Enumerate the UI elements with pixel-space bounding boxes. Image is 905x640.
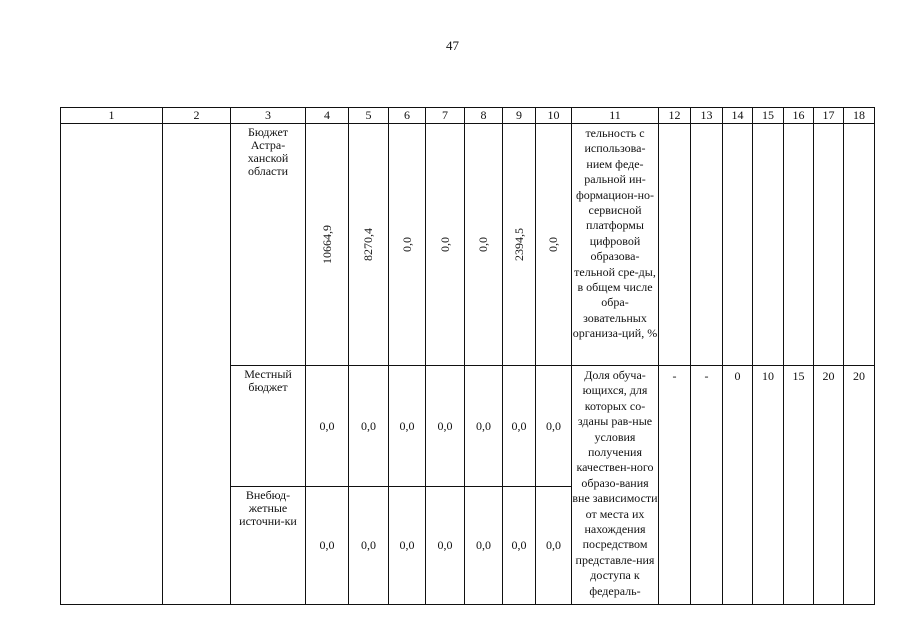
amount-value: 0,0 (426, 366, 465, 487)
indicator-value: 20 (844, 366, 875, 605)
table-cell (691, 124, 723, 366)
funding-source: Внебюд-жетные источни-ки (231, 487, 306, 605)
amount-value: 0,0 (536, 366, 572, 487)
amount-value: 0,0 (476, 237, 490, 252)
column-header: 1 (61, 108, 163, 124)
amount-value: 2394,5 (512, 228, 526, 261)
amount-value: 0,0 (399, 237, 414, 252)
indicator-description: тельность с использова-нием феде-ральной ин-формацион-но-сервисной платформы цифровой образова-тельной сре-ды, в общем числе обра-зовательных организа-ций, % (572, 124, 659, 366)
indicator-value: - (691, 366, 723, 605)
column-header: 8 (465, 108, 503, 124)
column-header: 7 (426, 108, 465, 124)
page-number: 47 (446, 38, 459, 53)
column-header: 4 (306, 108, 349, 124)
funding-source: Бюджет Астра-ханской области (231, 124, 306, 366)
column-header: 14 (723, 108, 753, 124)
amount-value: 0,0 (349, 487, 389, 605)
column-header: 18 (844, 108, 875, 124)
column-header: 2 (163, 108, 231, 124)
amount-value: 0,0 (503, 487, 536, 605)
header-row (61, 108, 875, 124)
amount-value: 0,0 (306, 366, 349, 487)
column-header: 5 (349, 108, 389, 124)
amount-value: 0,0 (536, 487, 572, 605)
table-row (61, 124, 875, 366)
table-cell (306, 124, 349, 366)
table-cell (784, 124, 814, 366)
column-header: 12 (659, 108, 691, 124)
indicator-value: - (659, 366, 691, 605)
column-header: 3 (231, 108, 306, 124)
table-cell (844, 124, 875, 366)
table-cell (814, 124, 844, 366)
amount-value: 0,0 (349, 366, 389, 487)
column-header: 9 (503, 108, 536, 124)
amount-value: 0,0 (306, 487, 349, 605)
indicator-value: 0 (723, 366, 753, 605)
table-cell (753, 124, 784, 366)
indicator-value: 10 (753, 366, 784, 605)
column-header: 15 (753, 108, 784, 124)
column-header: 13 (691, 108, 723, 124)
budget-table (60, 107, 875, 605)
column-header: 11 (572, 108, 659, 124)
amount-value: 0,0 (389, 366, 426, 487)
amount-value: 10664,9 (319, 225, 334, 264)
indicator-value: 15 (784, 366, 814, 605)
indicator-description: Доля обуча-ющихся, для которых со-зданы рав-ные условия получения качествен-ного образо-вания вне зависимости от места их нахождения посредством представле-ния доступа к федераль- (572, 366, 659, 605)
funding-source: Местный бюджет (231, 366, 306, 487)
table-cell (659, 124, 691, 366)
column-header: 6 (389, 108, 426, 124)
amount-value: 0,0 (389, 487, 426, 605)
indicator-value: 20 (814, 366, 844, 605)
amount-value: 0,0 (465, 487, 503, 605)
column-header: 17 (814, 108, 844, 124)
amount-value: 0,0 (546, 237, 560, 252)
table-cell (426, 124, 465, 366)
table-cell (723, 124, 753, 366)
table-cell (503, 124, 536, 366)
amount-value: 0,0 (426, 487, 465, 605)
amount-value: 8270,4 (361, 228, 375, 261)
table-cell (389, 124, 426, 366)
table-cell (163, 124, 231, 605)
table-cell (465, 124, 503, 366)
table-cell (536, 124, 572, 366)
column-header: 10 (536, 108, 572, 124)
table-cell (61, 124, 163, 605)
amount-value: 0,0 (437, 237, 452, 252)
column-header: 16 (784, 108, 814, 124)
amount-value: 0,0 (465, 366, 503, 487)
amount-value: 0,0 (503, 366, 536, 487)
table-cell (349, 124, 389, 366)
